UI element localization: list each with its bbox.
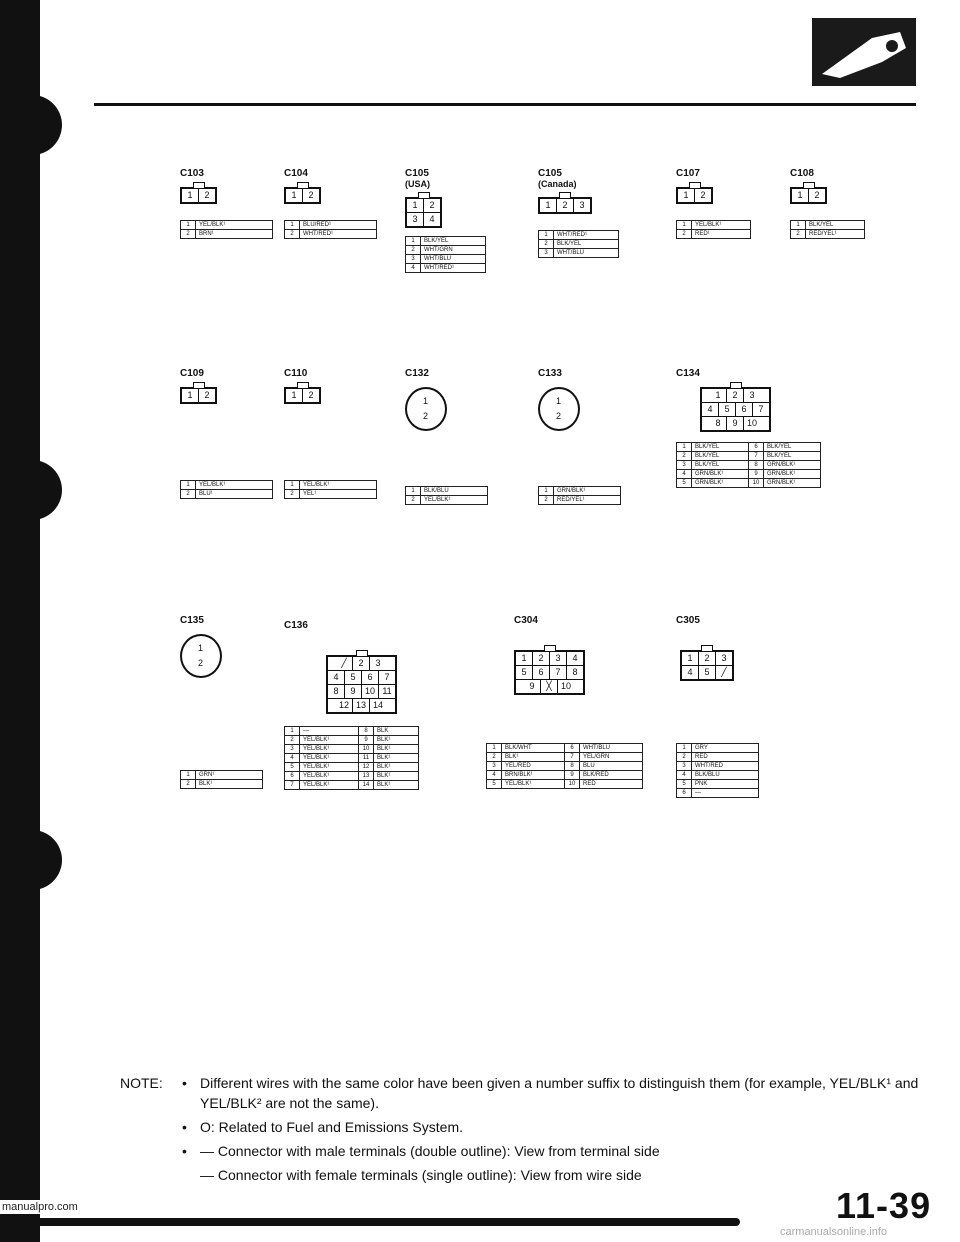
pin: 2 [308, 390, 314, 400]
connector-variant: (Canada) [538, 179, 577, 189]
wire-table: 1 BLK/YEL 2 RED/YEL¹ [790, 220, 865, 239]
bullet-icon: • [182, 1075, 187, 1091]
connector-c107 [676, 168, 751, 239]
connector-c136 [284, 620, 419, 790]
connector-face [180, 387, 217, 404]
bullet-icon: • [182, 1119, 187, 1135]
connector-c109 [180, 368, 273, 499]
pin: 3 [579, 200, 585, 210]
pin: 1 [792, 189, 809, 202]
note-text: — Connector with male terminals (double outline): View from terminal side [200, 1143, 660, 1159]
pin: 2 [308, 190, 314, 200]
note-block [120, 1073, 920, 1185]
pin: 1 [182, 189, 199, 202]
pin: 4 [429, 214, 435, 224]
connector-face [180, 187, 217, 204]
connector-id: C109 [180, 368, 204, 379]
pin: 3 [407, 213, 424, 226]
connector-id: C103 [180, 168, 204, 179]
note-item [120, 1141, 920, 1161]
connector-c105-usa [405, 168, 486, 273]
note-text: O: Related to Fuel and Emissions System. [200, 1119, 463, 1135]
bullet-icon: • [182, 1143, 187, 1159]
connector-id: C135 [180, 615, 204, 626]
wire-table: 1 BLK/YEL 6 BLK/YEL 2 BLK/YEL 7 BLK/YEL 3 BLK/YEL 8 GRN/BLK¹ 4 GRN/BLK¹ 9 GRN/BLK¹ 5 GRN/BLK¹ 10 GRN/BLK¹ [676, 442, 821, 488]
wire-table: 1 YEL/BLK¹ 2 YEL¹ [284, 480, 377, 499]
connector-c104 [284, 168, 377, 239]
pin: 2 [814, 190, 820, 200]
wire-table: 1 WHT/RED¹ 2 BLK/YEL 3 WHT/BLU [538, 230, 619, 258]
connector-variant: (USA) [405, 179, 430, 189]
connector-c304 [486, 615, 643, 789]
wire-table: 1 GRY 2 RED 3 WHT/RED 4 BLK/BLU 5 PNK 6 — [676, 743, 759, 798]
connector-c133 [538, 368, 621, 505]
pin: 2 [700, 190, 706, 200]
connector-id: C105 [538, 168, 562, 179]
connector-face [538, 197, 592, 214]
connector-id: C107 [676, 168, 700, 179]
wire-table: 1 YEL/BLK¹ 2 BRN¹ [180, 220, 273, 239]
pin: 1 [286, 189, 303, 202]
connector-id: C108 [790, 168, 814, 179]
connector-face [676, 187, 713, 204]
connector-id: C134 [676, 368, 700, 379]
connector-id: C105 [405, 168, 429, 179]
connector-face [284, 387, 321, 404]
connector-face [790, 187, 827, 204]
connector-face [405, 197, 442, 228]
connector-face: 1 2 3 4 5 6 7 8 9 10 [700, 387, 771, 432]
pin: 1 [407, 199, 424, 212]
section-emblem-icon [812, 18, 916, 86]
wire-table: 1 BLK/BLU 2 YEL/BLK¹ [405, 486, 488, 505]
wire-table: 1 YEL/BLK¹ 2 RED¹ [676, 220, 751, 239]
wire-table: 1 BLK/WHT 6 WHT/BLU 2 BLK¹ 7 YEL/GRN 3 YEL/RED 8 BLU 4 BRN/BLK¹ 9 BLK/RED 5 YEL/BLK¹ 10 RED [486, 743, 643, 789]
pin: 2 [429, 200, 435, 210]
wire-table: 1 YEL/BLK¹ 2 BLU¹ [180, 480, 273, 499]
note-item [120, 1073, 920, 1113]
page-edge-bar [0, 0, 40, 1242]
connector-face [284, 187, 321, 204]
edge-tab [28, 95, 62, 155]
connector-id: C136 [284, 620, 308, 631]
connector-id: C132 [405, 368, 429, 379]
connector-id: C305 [676, 615, 700, 626]
pin: 2 [204, 190, 210, 200]
note-label: NOTE: [120, 1075, 163, 1091]
wire-table: 1 GRN¹ 2 BLK¹ [180, 770, 263, 789]
header-rule [94, 103, 916, 106]
watermark-right: carmanualsonline.info [780, 1226, 888, 1238]
connector-id: C133 [538, 368, 562, 379]
connector-id: C110 [284, 368, 308, 379]
connector-c108 [790, 168, 865, 239]
pin: 1 [182, 389, 199, 402]
connector-c132 [405, 368, 488, 505]
watermark-left: manualpro.com [2, 1201, 78, 1213]
connector-c110 [284, 368, 377, 499]
edge-tab [28, 830, 62, 890]
footer-bar [40, 1218, 740, 1226]
pin: 1 [286, 389, 303, 402]
connector-c105-canada [538, 168, 619, 258]
page-number: 11-39 [836, 1185, 932, 1226]
round-connector-face: 1 2 [538, 387, 580, 431]
wire-table: 1 BLK/YEL 2 WHT/GRN 3 WHT/BLU 4 WHT/RED¹ [405, 236, 486, 273]
pin: 2 [557, 199, 574, 212]
edge-tab [28, 460, 62, 520]
pin: 1 [678, 189, 695, 202]
connector-c305 [676, 615, 759, 798]
note-text: Different wires with the same color have been given a number suffix to distinguish them (for example, YEL/BLK¹ and YEL/BLK² are not the same). [200, 1075, 919, 1111]
round-connector-face: 1 2 [405, 387, 447, 431]
connector-c135 [180, 615, 263, 789]
wire-table: 1 — 8 BLK 2 YEL/BLK¹ 9 BLK¹ 3 YEL/BLK¹ 10 BLK¹ 4 YEL/BLK¹ 11 BLK¹ 5 YEL/BLK¹ 12 BLK¹ 6 YEL/BLK¹ 13 BLK¹ 7 YEL/BLK¹ 14 BLK¹ [284, 726, 419, 790]
connector-id: C104 [284, 168, 308, 179]
connector-id: C304 [514, 615, 538, 626]
connector-c134 [676, 368, 821, 488]
connector-c103 [180, 168, 273, 239]
note-item [120, 1117, 920, 1137]
wire-table: 1 BLU/RED¹ 2 WHT/RED¹ [284, 220, 377, 239]
connector-face: 1 2 3 4 5 6 7 8 9 ╳ 10 [514, 650, 585, 695]
connector-face: ╱ 2 3 4 5 6 7 8 9 10 11 12 13 14 [326, 655, 397, 714]
wire-table: 1 GRN/BLK¹ 2 RED/YEL¹ [538, 486, 621, 505]
connector-face: 1 2 3 4 5 ╱ [680, 650, 734, 681]
pin: 1 [540, 199, 557, 212]
pin: 2 [204, 390, 210, 400]
note-text: — Connector with female terminals (single outline): View from wire side [200, 1167, 642, 1183]
round-connector-face: 1 2 [180, 634, 222, 678]
note-item [120, 1165, 920, 1185]
